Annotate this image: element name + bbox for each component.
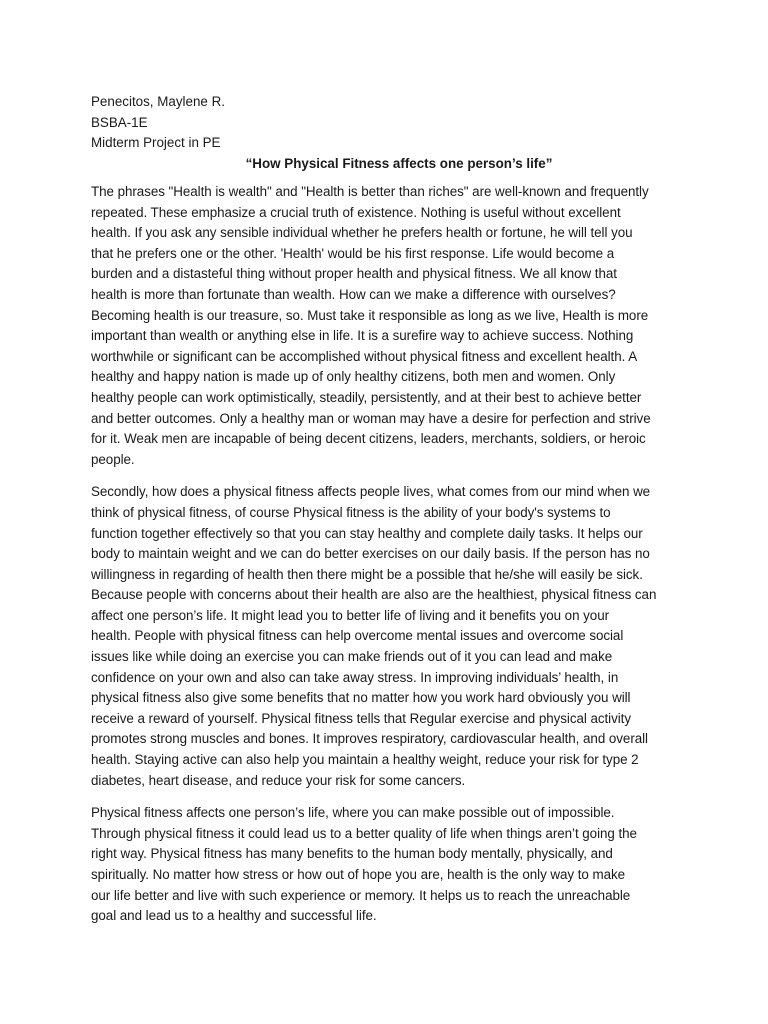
text-line: health. If you ask any sensible individual whether he prefers health or fortune, he will tell you: [91, 225, 633, 241]
text-line: repeated. These emphasize a crucial truth of existence. Nothing is useful without excellent: [91, 204, 621, 220]
text-line: willingness in regarding of health then there might be a possible that he/she will easily be sick.: [91, 566, 643, 582]
text-line: our life better and live with such experience or memory. It helps us to reach the unreachable: [91, 887, 631, 903]
project-subject: Midterm Project in PE: [91, 135, 221, 150]
text-line: physical fitness also give some benefits that no matter how you work hard obviously you will: [91, 690, 631, 706]
text-line: health is more than fortunate than wealth. How can we make a difference with ourselves?: [91, 286, 616, 302]
text-line: Physical fitness affects one person’s life, where you can make possible out of impossible.: [91, 805, 615, 821]
text-line: health. Staying active can also help you maintain a healthy weight, reduce your risk for type 2: [91, 752, 639, 768]
text-line: that he prefers one or the other. 'Health' would be his first response. Life would become a: [91, 245, 615, 261]
text-line: healthy people can work optimistically, steadily, persistently, and at their best to achieve better: [91, 389, 642, 405]
text-line: Through physical fitness it could lead us to a better quality of life when things aren’t going the: [91, 825, 637, 841]
text-line: affect one person’s life. It might lead you to better life of living and it benefits you on your: [91, 607, 609, 623]
author-name: Penecitos, Maylene R.: [91, 94, 225, 109]
text-line: burden and a distasteful thing without proper health and physical fitness. We all know that: [91, 266, 617, 282]
text-line: The phrases "Health is wealth" and "Health is better than riches" are well-known and frequently: [91, 184, 649, 199]
text-line: think of physical fitness, of course Physical fitness is the ability of your body's systems to: [91, 504, 611, 520]
text-line: healthy and happy nation is made up of only healthy citizens, both men and women. Only: [91, 369, 616, 385]
paragraph-2: [91, 482, 691, 791]
paragraph-1: [91, 182, 691, 470]
text-line: important than wealth or anything else in life. It is a surefire way to achieve success. Nothing: [91, 328, 634, 344]
course-section: BSBA-1E: [91, 114, 148, 130]
text-line: Because people with concerns about their health are also are the healthiest, physical fitness can: [91, 587, 657, 603]
text-line: diabetes, heart disease, and reduce your risk for some cancers.: [91, 772, 466, 788]
text-line: goal and lead us to a healthy and successful life.: [91, 908, 377, 924]
text-line: people.: [91, 451, 135, 467]
text-line: worthwhile or significant can be accomplished without physical fitness and excellent health. A: [91, 348, 638, 364]
text-line: receive a reward of yourself. Physical fitness tells that Regular exercise and physical activity: [91, 710, 631, 726]
text-line: body to maintain weight and we can do better exercises on our daily basis. If the person has no: [91, 546, 650, 562]
text-line: right way. Physical fitness has many benefits to the human body mentally, physically, and: [91, 846, 613, 862]
text-line: promotes strong muscles and bones. It improves respiratory, cardiovascular health, and overall: [91, 731, 648, 747]
text-line: Becoming health is our treasure, so. Must take it responsible as long as we live, Health is more: [91, 307, 649, 323]
text-line: function together effectively so that you can stay healthy and complete daily tasks. It helps our: [91, 525, 643, 541]
text-line: health. People with physical fitness can help overcome mental issues and overcome social: [91, 628, 624, 644]
text-line: confidence on your own and also can take away stress. In improving individuals’ health, in: [91, 669, 619, 685]
document-title: “How Physical Fitness affects one person’s life”: [245, 155, 553, 171]
text-line: issues like while doing an exercise you can make friends out of it you can lead and make: [91, 649, 613, 665]
text-line: and better outcomes. Only a healthy man or woman may have a desire for perfection and strive: [91, 410, 651, 426]
document-body: [91, 92, 691, 939]
text-line: Secondly, how does a physical fitness affects people lives, what comes from our mind when we: [91, 484, 651, 500]
text-line: for it. Weak men are incapable of being decent citizens, leaders, merchants, soldiers, or heroic: [91, 431, 646, 447]
text-line: spiritually. No matter how stress or how out of hope you are, health is the only way to make: [91, 867, 626, 882]
paragraph-3: [91, 803, 691, 927]
